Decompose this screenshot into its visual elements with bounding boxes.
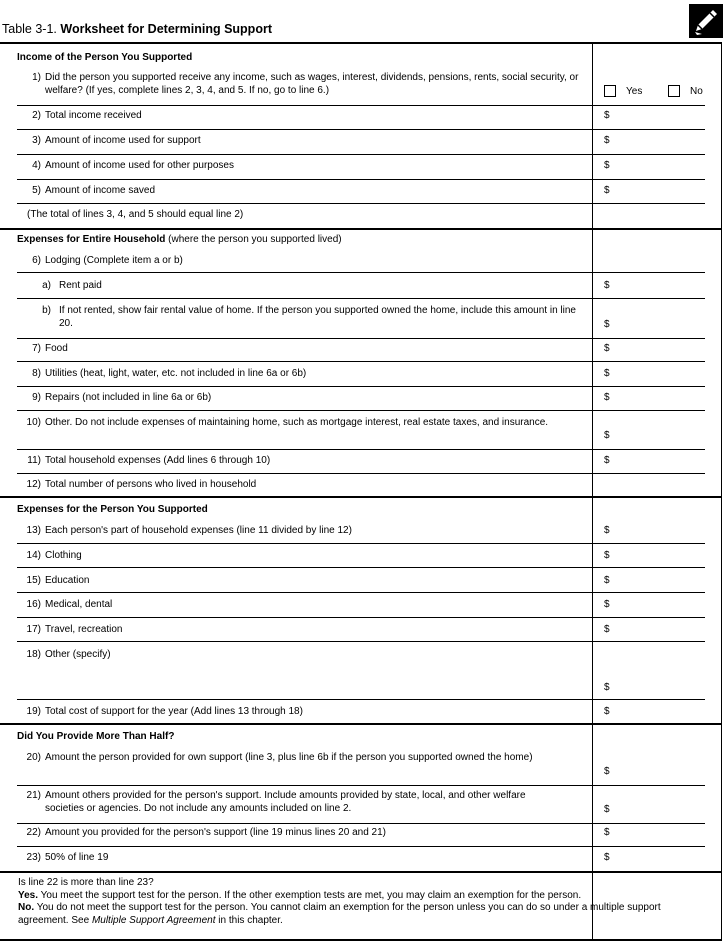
line-number: 4)	[32, 160, 41, 171]
line-20	[17, 752, 705, 786]
line-16	[17, 599, 705, 618]
dollar-sign: $	[604, 430, 610, 441]
footer-question: Is line 22 is more than line 23?	[18, 877, 154, 888]
footer-text	[18, 877, 698, 927]
note-line	[27, 209, 715, 227]
dollar-sign: $	[604, 852, 610, 863]
dollar-sign: $	[604, 550, 610, 561]
line-21	[17, 790, 705, 824]
line-10	[17, 417, 705, 450]
line-number: 17)	[26, 624, 41, 635]
line-text: Each person's part of household expenses (line 11 divided by line 12)	[45, 525, 352, 536]
dollar-sign: $	[604, 706, 610, 717]
line-18	[17, 649, 705, 700]
dollar-sign: $	[604, 135, 610, 146]
line-number: 21)	[26, 790, 41, 801]
line-text: Repairs (not included in line 6a or 6b)	[45, 392, 212, 403]
line-number: 10)	[26, 417, 41, 428]
line-number: 23)	[26, 852, 41, 863]
line-number: 1)	[32, 72, 41, 83]
dollar-sign: $	[604, 575, 610, 586]
line-number: a)	[42, 280, 51, 291]
line-text: Education	[45, 575, 90, 586]
line-text: Amount others provided for the person's support. Include amounts provided by state, local, and other welfare societies or agencies. Do not include any amounts included on line 2.	[45, 790, 526, 814]
dollar-sign: $	[604, 624, 610, 635]
line-6a	[17, 280, 705, 299]
line-number: 14)	[26, 550, 41, 561]
line-15	[17, 575, 705, 593]
section-heading-text: Did You Provide More Than Half?	[17, 731, 175, 742]
line-text: Medical, dental	[45, 599, 113, 610]
line-19	[17, 706, 705, 722]
line-9	[17, 392, 705, 411]
dollar-sign: $	[604, 110, 610, 121]
line-number: 12)	[26, 479, 41, 490]
note-text: (The total of lines 3, 4, and 5 should equal line 2)	[27, 209, 244, 220]
table-title-text: Worksheet for Determining Support	[60, 22, 272, 36]
dollar-sign: $	[604, 392, 610, 403]
worksheet-table	[0, 42, 722, 941]
line-1	[17, 72, 705, 106]
dollar-sign: $	[604, 185, 610, 196]
line-number: 18)	[26, 649, 41, 660]
pencil-icon	[689, 4, 723, 38]
line-3	[17, 135, 705, 155]
section-rule	[0, 228, 721, 230]
yes-text: You meet the support test for the person. If the other exemption tests are met, you may claim an exemption for the person.	[38, 889, 582, 901]
yes-label: Yes	[626, 86, 643, 97]
line-text: 50% of line 19	[45, 852, 109, 863]
section-rule	[0, 723, 721, 725]
line-text: Clothing	[45, 550, 82, 561]
line-17	[17, 624, 705, 642]
section-rule	[0, 496, 721, 498]
line-number: 8)	[32, 368, 41, 379]
line-text: Amount of income used for other purposes	[45, 160, 234, 171]
line-6b	[17, 305, 705, 339]
line-text: Travel, recreation	[45, 624, 123, 635]
line-number: 11)	[27, 455, 41, 466]
line-7	[17, 343, 705, 362]
line-number: 15)	[26, 575, 41, 586]
section-rule	[0, 871, 721, 873]
section-heading-person	[17, 504, 705, 517]
dollar-sign: $	[604, 455, 610, 466]
line-text: Amount you provided for the person's support (line 19 minus lines 20 and 21)	[45, 827, 386, 838]
dollar-sign: $	[604, 343, 610, 354]
dollar-sign: $	[604, 319, 610, 330]
line-text: Amount the person provided for own support (line 3, plus line 6b if the person you supported owned the home)	[45, 752, 533, 763]
line-text: Other (specify)	[45, 649, 111, 660]
footer-no	[18, 902, 698, 927]
line-text: Amount of income used for support	[45, 135, 201, 146]
dollar-sign: $	[604, 599, 610, 610]
yes-checkbox[interactable]	[604, 85, 616, 97]
line-12	[17, 479, 705, 495]
line-number: b)	[42, 305, 51, 316]
section-heading-half	[17, 731, 705, 744]
line-number: 6)	[32, 255, 41, 266]
line-6	[17, 255, 705, 273]
line-number: 9)	[32, 392, 41, 403]
dollar-sign: $	[604, 525, 610, 536]
dollar-sign: $	[604, 368, 610, 379]
line-text: If not rented, show fair rental value of home. If the person you supported owned the home, include this amount in line 20.	[59, 305, 576, 329]
line-text: Food	[45, 343, 68, 354]
no-label: No	[690, 86, 703, 97]
line-2	[17, 110, 705, 130]
line-13	[17, 525, 705, 544]
footer-yes	[18, 890, 698, 903]
table-number: Table 3-1.	[2, 22, 57, 36]
line-number: 3)	[32, 135, 41, 146]
section-heading-text: Expenses for Entire Household	[17, 234, 166, 245]
no-italic: Multiple Support Agreement	[91, 914, 216, 926]
line-text: Total number of persons who lived in household	[45, 479, 257, 490]
line-14	[17, 550, 705, 568]
section-heading-text: Expenses for the Person You Supported	[17, 504, 208, 515]
dollar-sign: $	[604, 160, 610, 171]
table-title	[2, 22, 272, 36]
line-5	[17, 185, 705, 204]
line-text: Total household expenses (Add lines 6 through 10)	[45, 455, 271, 466]
line-number: 20)	[26, 752, 41, 763]
dollar-sign: $	[604, 280, 610, 291]
section-heading-income	[17, 52, 705, 65]
line-11	[17, 455, 705, 474]
line-number: 2)	[32, 110, 41, 121]
section-heading-text: Income of the Person You Supported	[17, 52, 193, 63]
line-text: Lodging (Complete item a or b)	[45, 255, 183, 266]
line-22	[17, 827, 705, 847]
line-text: Total income received	[45, 110, 142, 121]
line-text: Total cost of support for the year (Add lines 13 through 18)	[45, 706, 303, 717]
line-number: 5)	[32, 185, 41, 196]
dollar-sign: $	[604, 827, 610, 838]
line-number: 22)	[26, 827, 41, 838]
line-23	[17, 852, 705, 868]
no-bold: No.	[18, 902, 35, 913]
no-text: You do not meet the support test for the person. You cannot claim an exemption for the person unless you can do so under a multiple support agreement. See	[18, 902, 661, 926]
line-number: 16)	[26, 599, 41, 610]
line-text: Rent paid	[59, 280, 102, 291]
dollar-sign: $	[604, 804, 610, 815]
yes-bold: Yes.	[18, 889, 39, 901]
dollar-sign: $	[604, 766, 610, 777]
section-heading-note: (where the person you supported lived)	[165, 234, 342, 245]
line-4	[17, 160, 705, 180]
dollar-sign: $	[604, 682, 610, 693]
line-text: Other. Do not include expenses of maintaining home, such as mortgage interest, real estate taxes, and insurance.	[45, 417, 549, 428]
line-number: 19)	[26, 706, 41, 717]
line-text: Did the person you supported receive any income, such as wages, interest, dividends, pensions, rents, social security, or welfare? (If yes, complete lines 2, 3, 4, and 5. If no, go to line 6.)	[45, 72, 579, 96]
line-number: 7)	[32, 343, 41, 354]
line-text: Amount of income saved	[45, 185, 156, 196]
line-8	[17, 368, 705, 387]
no-tail: in this chapter.	[215, 914, 283, 926]
line-text: Utilities (heat, light, water, etc. not included in line 6a or 6b)	[45, 368, 307, 379]
line-number: 13)	[26, 525, 41, 536]
section-heading-household	[17, 234, 705, 247]
no-checkbox[interactable]	[668, 85, 680, 97]
